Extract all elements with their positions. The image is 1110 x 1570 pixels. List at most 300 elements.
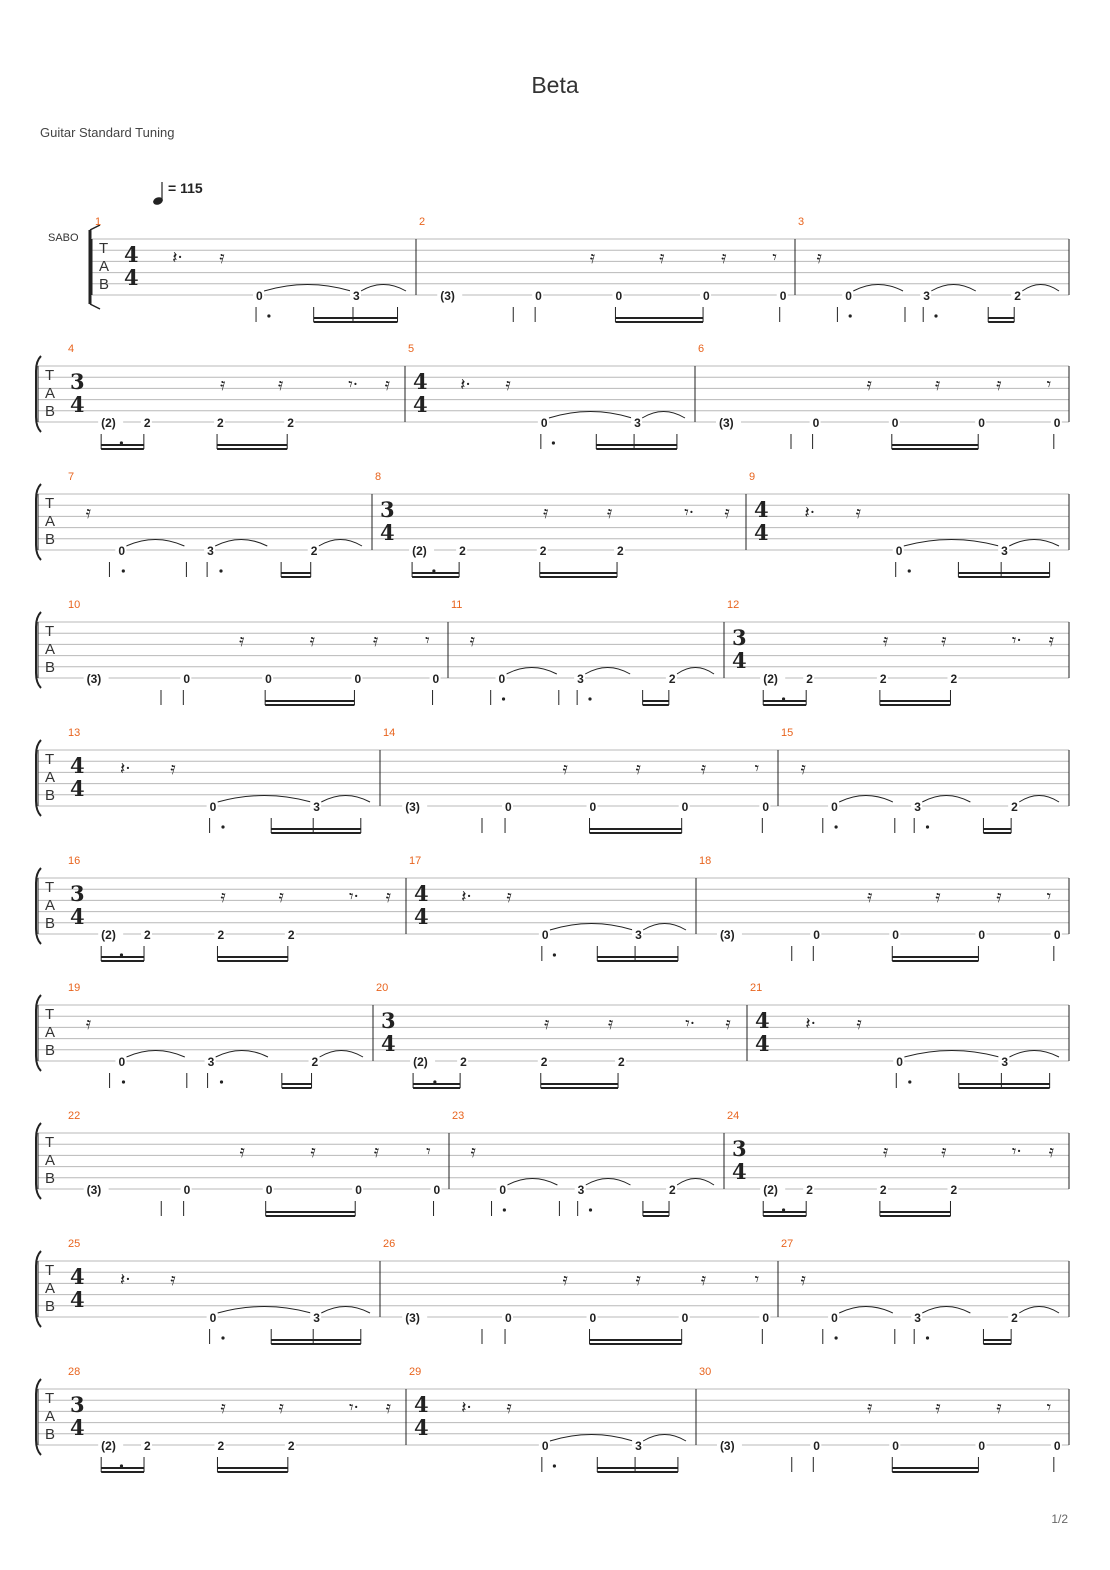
fret-number: 3 [207,544,214,558]
tie-arc [264,285,351,292]
tie-arc [642,412,685,419]
fret-number: (3) [86,672,102,686]
time-signature-numerator: 4 [70,1264,85,1289]
tie-arc [361,285,406,292]
sixteenth-rest-icon: 𝄿 [996,375,1002,395]
tab-clef-t: T [99,240,109,257]
tie-arc [1019,1307,1059,1314]
time-signature-denominator: 4 [755,1031,770,1056]
fret-number: 2 [618,1055,625,1069]
tab-clef-b: B [45,1298,56,1315]
fret-number: 3 [1001,1055,1009,1069]
rhythm-dot [849,314,852,317]
measure-number: 16 [68,855,81,867]
sixteenth-rest-icon: 𝄿 [935,887,941,907]
fret-number: (3) [440,289,455,303]
fret-number: 0 [355,1183,362,1197]
fret-number: 2 [217,928,225,942]
fret-number: 0 [978,416,985,430]
rhythm-dot [502,697,505,700]
rhythm-dot [926,825,929,828]
sixteenth-rest-icon: 𝄿 [544,1014,550,1034]
sixteenth-rest-icon: 𝄽· [461,1398,472,1418]
fret-number: 0 [118,1055,126,1069]
measure-number: 25 [68,1238,81,1250]
sixteenth-rest-icon: 𝄿 [506,1398,512,1418]
time-signature-numerator: 4 [414,881,429,906]
tie-arc [643,1435,686,1442]
tie-arc [550,924,633,931]
tab-clef-b: B [45,1426,56,1443]
time-signature-numerator: 3 [70,1392,85,1417]
sixteenth-rest-icon: 𝄿 [309,631,316,651]
fret-number: 2 [806,672,813,686]
fret-number: 3 [635,928,642,942]
tie-arc [1022,285,1059,292]
tie-arc [839,1307,893,1314]
system-bracket-hook [90,304,100,309]
tie-arc [677,668,714,675]
fret-number: 2 [144,928,151,942]
tie-arc [320,1051,363,1058]
fret-number: 0 [978,1439,986,1453]
tab-clef-a: A [45,385,56,402]
page-number: 1/2 [1051,1512,1068,1526]
sixteenth-rest-icon: 𝄿 [800,759,806,779]
sixteenth-rest-icon: 𝄿 [800,1270,806,1290]
fret-number: 0 [432,672,440,686]
measure-number: 10 [68,599,81,611]
measure-number: 22 [68,1110,81,1122]
sixteenth-rest-icon: 𝄿 [384,375,391,395]
fret-number: 2 [540,1055,548,1069]
time-signature-denominator: 4 [754,520,769,545]
tab-clef-t: T [45,495,55,512]
measure-number: 14 [383,727,396,739]
fret-number: 0 [209,1311,217,1325]
tie-arc [507,1179,557,1186]
sixteenth-rest-icon: 𝄿 [219,248,225,268]
measure-number: 24 [727,1110,740,1122]
rhythm-dot [926,1336,929,1339]
fret-number: 0 [615,289,623,303]
fret-number: (3) [719,416,734,430]
fret-number: 0 [813,1439,820,1453]
fret-number: 0 [1053,416,1061,430]
sixteenth-rest-icon: 𝄾· [349,1398,359,1418]
fret-number: 3 [577,672,584,686]
fret-number: 2 [459,544,466,558]
tie-arc [585,668,630,675]
fret-number: 2 [460,1055,467,1069]
fret-number: 0 [183,672,191,686]
fret-number: 2 [950,672,958,686]
tie-arc [931,285,976,292]
rhythm-dot [219,569,222,572]
tab-clef-t: T [45,367,55,384]
measure-number: 23 [452,1110,465,1122]
fret-number: 0 [1053,1439,1061,1453]
fret-number: 2 [287,1439,295,1453]
fret-number: 2 [950,1183,958,1197]
sixteenth-rest-icon: 𝄿 [85,503,91,523]
measure-number: 20 [376,982,389,994]
tie-arc [904,1051,999,1058]
sixteenth-rest-icon: 𝄿 [700,1270,707,1290]
tab-clef-t: T [45,623,55,640]
rhythm-dot [432,569,435,572]
tie-arc [321,1307,370,1314]
sixteenth-rest-icon: 𝄿 [562,759,568,779]
tuning-label: Guitar Standard Tuning [40,125,175,140]
time-signature-numerator: 4 [755,1008,770,1033]
time-signature-denominator: 4 [124,265,139,290]
fret-number: 0 [535,289,542,303]
fret-number: (3) [405,1311,420,1325]
sixteenth-rest-icon: 𝄾· [348,375,359,395]
sixteenth-rest-icon: 𝄾 [772,248,777,268]
measure-number: 6 [698,343,705,355]
sixteenth-rest-icon: 𝄾· [685,1014,696,1034]
fret-number: (2) [763,1183,778,1197]
sixteenth-rest-icon: 𝄿 [935,1398,941,1418]
measure-number: 1 [95,216,102,228]
tie-arc [643,924,686,931]
fret-number: 2 [143,416,151,430]
sixteenth-rest-icon: 𝄿 [562,1270,568,1290]
sixteenth-rest-icon: 𝄽· [461,887,472,907]
sixteenth-rest-icon: 𝄿 [882,1142,889,1162]
fret-number: 2 [879,672,887,686]
fret-number: 3 [352,289,360,303]
fret-number: 0 [681,800,689,814]
fret-number: 0 [831,800,838,814]
tie-arc [853,285,903,292]
fret-number: (2) [101,928,116,942]
fret-number: 3 [577,1183,585,1197]
sixteenth-rest-icon: 𝄿 [385,887,391,907]
fret-number: 0 [762,1311,770,1325]
rhythm-dot [503,1208,506,1211]
measure-number: 27 [781,1238,794,1250]
tab-clef-t: T [45,751,55,768]
sixteenth-rest-icon: 𝄿 [220,375,226,395]
measure-number: 30 [699,1366,712,1378]
rhythm-dot [267,314,270,317]
fret-number: 3 [923,289,930,303]
measure-number: 29 [409,1366,422,1378]
sixteenth-rest-icon: 𝄿 [725,1014,731,1034]
tab-clef-t: T [45,1262,55,1279]
fret-number: (2) [101,416,116,430]
measure-number: 5 [408,343,415,355]
rhythm-dot [908,569,911,572]
time-signature-numerator: 3 [70,369,85,394]
fret-number: (2) [101,1439,116,1453]
sixteenth-rest-icon: 𝄿 [278,1398,284,1418]
tab-clef-b: B [45,659,56,676]
sixteenth-rest-icon: 𝄿 [866,375,872,395]
tie-arc [319,540,362,547]
sixteenth-rest-icon: 𝄾 [754,759,760,779]
sixteenth-rest-icon: 𝄿 [941,631,947,651]
measure-number: 26 [383,1238,396,1250]
fret-number: 0 [589,1311,597,1325]
measure-number: 15 [781,727,794,739]
tab-clef-a: A [45,641,56,658]
fret-number: 3 [914,800,921,814]
measure-number: 3 [798,216,805,228]
fret-number: 0 [681,1311,689,1325]
rhythm-dot [122,1080,125,1083]
time-signature-numerator: 3 [381,1008,396,1033]
fret-number: 0 [265,1183,273,1197]
fret-number: 0 [541,928,549,942]
fret-number: 3 [313,800,320,814]
measure-number: 13 [68,727,81,739]
sixteenth-rest-icon: 𝄿 [278,887,284,907]
sixteenth-rest-icon: 𝄿 [635,1270,641,1290]
fret-number: 0 [892,1439,899,1453]
tie-arc [1019,796,1059,803]
fret-number: 0 [354,672,362,686]
sixteenth-rest-icon: 𝄿 [724,503,730,523]
sixteenth-rest-icon: 𝄿 [882,631,889,651]
time-signature-numerator: 3 [732,625,747,650]
time-signature-denominator: 4 [70,904,85,929]
time-signature-denominator: 4 [732,648,747,673]
measure-number: 19 [68,982,81,994]
tab-clef-t: T [45,1134,55,1151]
tie-arc [550,1435,633,1442]
fret-number: 3 [635,1439,642,1453]
time-signature-denominator: 4 [380,520,395,545]
fret-number: 2 [669,1183,676,1197]
fret-number: 3 [634,416,641,430]
fret-number: 2 [539,544,547,558]
tie-arc [215,540,267,547]
sixteenth-rest-icon: 𝄿 [867,887,873,907]
sixteenth-rest-icon: 𝄿 [867,1398,873,1418]
time-signature-numerator: 3 [732,1136,747,1161]
fret-number: 0 [703,289,710,303]
rhythm-dot [221,825,224,828]
tie-arc [922,1307,970,1314]
sixteenth-rest-icon: 𝄾 [426,1142,431,1162]
rhythm-dot [588,697,591,700]
fret-number: 2 [217,416,224,430]
sixteenth-rest-icon: 𝄿 [1048,631,1054,651]
tab-clef-a: A [45,1024,56,1041]
fret-number: 0 [812,416,820,430]
song-title: Beta [531,72,579,98]
fret-number: 2 [217,1439,225,1453]
fret-number: 0 [540,416,548,430]
sixteenth-rest-icon: 𝄿 [239,631,245,651]
sixteenth-rest-icon: 𝄾· [684,503,695,523]
time-signature-denominator: 4 [414,904,429,929]
sixteenth-rest-icon: 𝄿 [635,759,641,779]
sixteenth-rest-icon: 𝄾· [1011,1142,1022,1162]
fret-number: 0 [505,800,512,814]
tab-clef-t: T [45,1006,55,1023]
sixteenth-rest-icon: 𝄿 [170,759,176,779]
time-signature-numerator: 3 [70,881,85,906]
rhythm-dot [834,825,837,828]
fret-number: 0 [831,1311,838,1325]
tie-arc [549,412,632,419]
time-signature-numerator: 4 [124,242,139,267]
sixteenth-rest-icon: 𝄽· [805,1014,817,1034]
fret-number: 2 [668,672,676,686]
tie-arc [507,668,557,675]
fret-number: 0 [118,544,126,558]
time-signature-denominator: 4 [381,1031,396,1056]
fret-number: (3) [86,1183,102,1197]
tie-arc [218,1307,312,1314]
fret-number: 0 [978,928,986,942]
sixteenth-rest-icon: 𝄽· [120,1270,131,1290]
tab-clef-b: B [99,276,110,293]
sixteenth-rest-icon: 𝄾 [1046,375,1052,395]
rhythm-dot [782,697,785,700]
sixteenth-rest-icon: 𝄿 [856,1014,862,1034]
fret-number: 3 [207,1055,215,1069]
sixteenth-rest-icon: 𝄿 [996,887,1002,907]
sixteenth-rest-icon: 𝄽· [172,248,183,268]
time-signature-numerator: 3 [380,497,395,522]
rhythm-dot [553,953,556,956]
rhythm-dot [221,1336,224,1339]
rhythm-dot [120,441,123,444]
tie-arc [1009,1051,1059,1058]
fret-number: (3) [719,928,735,942]
fret-number: (2) [413,1055,428,1069]
sixteenth-rest-icon: 𝄿 [385,1398,391,1418]
tab-clef-t: T [45,1390,55,1407]
fret-number: 2 [310,544,318,558]
time-signature-numerator: 4 [70,753,85,778]
tab-clef-b: B [45,915,56,932]
rhythm-dot [120,953,123,956]
time-signature-denominator: 4 [70,1415,85,1440]
fret-number: 3 [313,1311,320,1325]
tie-arc [321,796,370,803]
sixteenth-rest-icon: 𝄿 [607,1014,614,1034]
rhythm-dot [934,314,937,317]
tab-clef-a: A [99,258,110,275]
fret-number: 3 [1001,544,1008,558]
fret-number: 2 [617,544,624,558]
tab-clef-b: B [45,1042,56,1059]
fret-number: 2 [287,416,294,430]
sixteenth-rest-icon: 𝄾 [425,631,430,651]
time-signature-numerator: 4 [754,497,769,522]
sixteenth-rest-icon: 𝄿 [310,1142,316,1162]
fret-number: 0 [895,544,903,558]
fret-number: 0 [183,1183,191,1197]
time-signature-denominator: 4 [413,392,428,417]
fret-number: 2 [1011,1311,1018,1325]
sixteenth-rest-icon: 𝄿 [935,375,941,395]
sixteenth-rest-icon: 𝄿 [470,1142,476,1162]
fret-number: 3 [914,1311,921,1325]
tab-clef-a: A [45,1408,56,1425]
measure-number: 7 [68,471,75,483]
fret-number: 0 [892,928,899,942]
rhythm-dot [589,1208,592,1211]
fret-number: 2 [144,1439,151,1453]
fret-number: 0 [505,1311,512,1325]
fret-number: (2) [412,544,427,558]
sixteenth-rest-icon: 𝄾· [1011,631,1022,651]
fret-number: 0 [256,289,263,303]
sixteenth-rest-icon: 𝄿 [721,248,727,268]
tab-clef-a: A [45,769,56,786]
tab-clef-a: A [45,897,56,914]
measure-number: 21 [750,982,763,994]
sixteenth-rest-icon: 𝄿 [589,248,596,268]
sixteenth-rest-icon: 𝄿 [170,1270,176,1290]
fret-number: 2 [311,1055,319,1069]
sixteenth-rest-icon: 𝄾 [1046,887,1052,907]
tab-clef-a: A [45,513,56,530]
tie-arc [216,1051,268,1058]
tie-arc [218,796,312,803]
measure-number: 28 [68,1366,81,1378]
rhythm-dot [122,569,125,572]
measure-number: 18 [699,855,712,867]
sixteenth-rest-icon: 𝄿 [239,1142,245,1162]
fret-number: 0 [813,928,820,942]
fret-number: 0 [779,289,787,303]
rhythm-dot [120,1464,123,1467]
sixteenth-rest-icon: 𝄽· [460,375,471,395]
measure-number: 17 [409,855,422,867]
fret-number: 0 [433,1183,441,1197]
measure-number: 4 [68,343,75,355]
sixteenth-rest-icon: 𝄿 [941,1142,947,1162]
fret-number: 2 [1014,289,1021,303]
fret-number: 2 [806,1183,813,1197]
sixteenth-rest-icon: 𝄿 [659,248,665,268]
fret-number: 0 [1053,928,1061,942]
sixteenth-rest-icon: 𝄿 [505,375,511,395]
time-signature-denominator: 4 [732,1159,747,1184]
sixteenth-rest-icon: 𝄿 [606,503,613,523]
sixteenth-rest-icon: 𝄽· [804,503,816,523]
fret-number: 0 [845,289,852,303]
sixteenth-rest-icon: 𝄿 [373,631,379,651]
sixteenth-rest-icon: 𝄿 [278,375,284,395]
measure-number: 2 [419,216,426,228]
sixteenth-rest-icon: 𝄿 [373,1142,380,1162]
rhythm-dot [908,1080,911,1083]
sixteenth-rest-icon: 𝄾 [754,1270,760,1290]
sixteenth-rest-icon: 𝄿 [506,887,512,907]
tie-arc [839,796,893,803]
sixteenth-rest-icon: 𝄿 [700,759,707,779]
rhythm-dot [220,1080,223,1083]
sixteenth-rest-icon: 𝄿 [1048,1142,1054,1162]
fret-number: (3) [719,1439,735,1453]
tab-clef-a: A [45,1152,56,1169]
fret-number: 0 [499,1183,507,1197]
tie-arc [126,540,184,547]
tempo-marking: = 115 [168,180,203,196]
tie-arc [922,796,970,803]
rhythm-dot [834,1336,837,1339]
